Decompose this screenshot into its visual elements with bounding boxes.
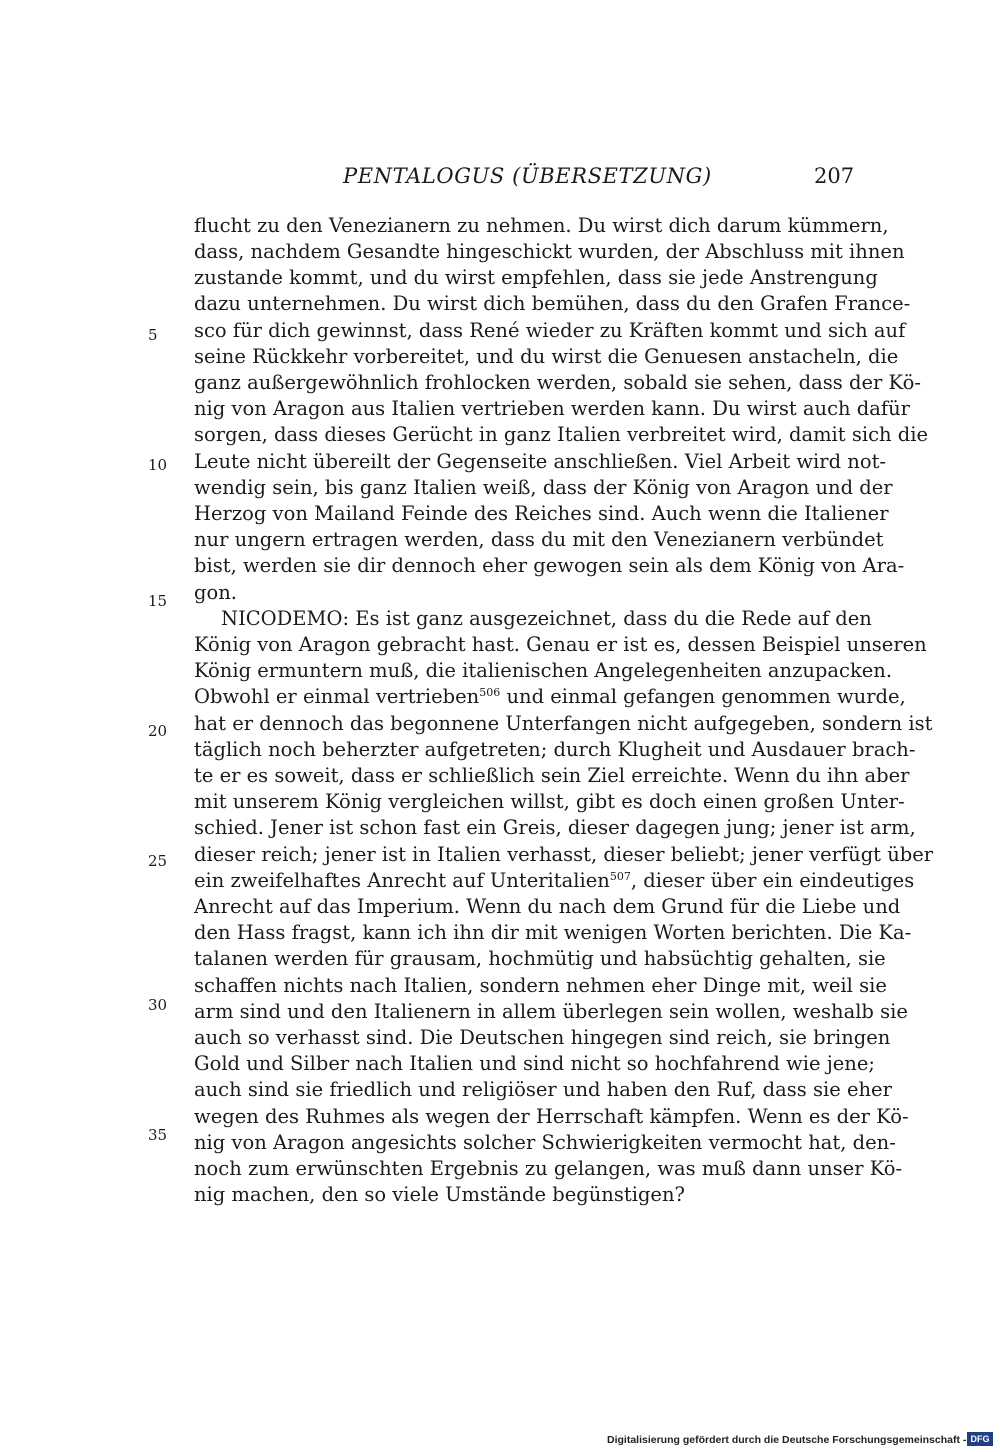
text-line: dass, nachdem Gesandte hingeschickt wurden, der Abschluss mit ihnen [194,240,905,263]
text-line: talanen werden für grausam, hochmütig und habsüchtig gehalten, sie [194,947,886,970]
text-line: nur ungern ertragen werden, dass du mit den Venezianern verbündet [194,528,884,551]
running-title: PENTALOGUS (ÜBERSETZUNG) [343,164,712,188]
line-number: 5 [148,326,158,344]
line-number: 20 [148,722,168,740]
text-line: te er es soweit, dass er schließlich sein Ziel erreichte. Wenn du ihn aber [194,764,910,787]
page-number: 207 [814,164,855,188]
text-line: dieser reich; jener ist in Italien verhasst, dieser beliebt; jener verfügt über [194,843,934,866]
text-line: schied. Jener ist schon fast ein Greis, dieser dagegen jung; jener ist arm, [194,816,916,839]
text-line: gon. [194,581,237,604]
speaker-line: NICODEMO: Es ist ganz ausgezeichnet, dass du die Rede auf den [221,607,872,630]
text-line: bist, werden sie dir dennoch eher gewogen sein als dem König von Ara- [194,554,905,577]
text-line: Anrecht auf das Imperium. Wenn du nach dem Grund für die Liebe und [194,895,901,918]
text-segment: ein zweifelhaftes Anrecht auf Unteritalien [194,869,610,892]
text-line: mit unserem König vergleichen willst, gibt es doch einen großen Unter- [194,790,905,813]
text-line: Leute nicht übereilt der Gegenseite anschließen. Viel Arbeit wird not- [194,450,886,473]
text-line: nig machen, den so viele Umstände begünstigen? [194,1183,685,1206]
text-line: König ermuntern muß, die italienischen Angelegenheiten anzupacken. [194,659,893,682]
text-line: arm sind und den Italienern in allem überlegen sein wollen, weshalb sie [194,1000,908,1023]
text-line: Herzog von Mailand Feinde des Reiches sind. Auch wenn die Italiener [194,502,889,525]
text-line: wendig sein, bis ganz Italien weiß, dass der König von Aragon und der [194,476,893,499]
line-number: 15 [148,592,168,610]
line-number: 25 [148,852,168,870]
text-line: täglich noch beherzter aufgetreten; durch Klugheit und Ausdauer brach- [194,738,916,761]
text-line: flucht zu den Venezianern zu nehmen. Du wirst dich darum kümmern, [194,214,889,237]
text-line: König von Aragon gebracht hast. Genau er ist es, dessen Beispiel unseren [194,633,927,656]
footnote-ref-507[interactable]: 507 [609,870,631,883]
text-line: zustande kommt, und du wirst empfehlen, dass sie jede Anstrengung [194,266,878,289]
line-number: 35 [148,1126,168,1144]
text-line: sorgen, dass dieses Gerücht in ganz Italien verbreitet wird, damit sich die [194,423,929,446]
text-line: noch zum erwünschten Ergebnis zu gelangen, was muß dann unser Kö- [194,1157,903,1180]
text-line: auch so verhasst sind. Die Deutschen hingegen sind reich, sie bringen [194,1026,891,1049]
text-line [194,868,915,894]
funding-note: Digitalisierung gefördert durch die Deutsche Forschungsgemeinschaft - [607,1434,967,1446]
text-segment: Obwohl er einmal vertrieben [194,685,480,708]
text-line: ganz außergewöhnlich frohlocken werden, sobald sie sehen, dass der Kö- [194,371,921,394]
text-line [194,684,906,710]
footnote-ref-506[interactable]: 506 [479,686,501,699]
line-number: 30 [148,996,168,1014]
text-segment: , dieser über ein eindeutiges [630,869,915,892]
text-line: Gold und Silber nach Italien und sind nicht so hochfahrend wie jene; [194,1052,875,1075]
text-line: schaffen nichts nach Italien, sondern nehmen eher Dinge mit, weil sie [194,974,887,997]
text-line: dazu unternehmen. Du wirst dich bemühen, dass du den Grafen France- [194,292,911,315]
text-line: wegen des Ruhmes als wegen der Herrschaft kämpfen. Wenn es der Kö- [194,1105,909,1128]
text-line: seine Rückkehr vorbereitet, und du wirst die Genuesen anstacheln, die [194,345,899,368]
text-segment: und einmal gefangen genommen wurde, [500,685,906,708]
text-line: sco für dich gewinnst, dass René wieder zu Kräften kommt und sich auf [194,319,906,342]
text-line: den Hass fragst, kann ich ihn dir mit wenigen Worten berichten. Die Ka- [194,921,912,944]
text-line: nig von Aragon aus Italien vertrieben werden kann. Du wirst auch dafür [194,397,910,420]
text-line: auch sind sie friedlich und religiöser und haben den Ruf, dass sie eher [194,1078,892,1101]
dfg-logo-icon: DFG [967,1432,993,1446]
text-line: hat er dennoch das begonnene Unterfangen nicht aufgegeben, sondern ist [194,712,933,735]
text-line: nig von Aragon angesichts solcher Schwierigkeiten vermocht hat, den- [194,1131,896,1154]
line-number: 10 [148,456,168,474]
